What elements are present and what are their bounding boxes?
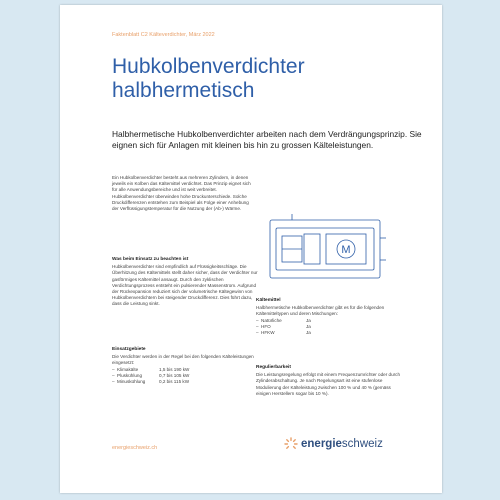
title-line-1: Hubkolbenverdichter [112, 55, 305, 78]
areas-section [112, 347, 258, 385]
areas-heading: Einsatzgebiete [112, 347, 146, 352]
header-note: Faktenblatt C2 Kälteverdichter, März 2022 [112, 32, 215, 38]
list-item: – Natürliche Ja [256, 317, 311, 323]
fact-sheet-page [60, 5, 442, 493]
list-item: – Klimakälte 1,5 bis 190 kW [112, 366, 190, 372]
motor-label: M [341, 244, 351, 256]
title-line-2: halbhermetisch [112, 79, 255, 102]
list-item: – HFKW Ja [256, 330, 311, 336]
brand-logo [284, 437, 383, 451]
refrigerants-heading: Kältemittel [256, 298, 281, 303]
left-column [112, 175, 258, 385]
refrigerants-text: Halbhermetische Hubkolbenverdichter gibt es für die folgenden Kältemitteltypen und deren Mischungen: [256, 305, 385, 317]
control-text: Die Leistungsregelung erfolgt mit einem Frequenzumrichter oder durch Zylinderabschaltung. Je nach Regelungsart ist eine stufenlose Modulierung der Kälteleistung zwischen 100 % und 40 % (gemäss einigen Herstellern sogar bis 10 %). [256, 372, 401, 396]
lead-paragraph: Halbhermetische Hubkolbenverdichter arbeiten nach dem Verdrängungsprinzip. Sie eignen sich für Anlagen mit kleinen bis hin zu grossen Kälteleistungen. [112, 129, 422, 150]
caution-section [112, 257, 258, 308]
list-item: – HFO Ja [256, 323, 311, 329]
compressor-illustration [268, 214, 388, 284]
caution-text: Hubkolbenverdichter sind empfindlich auf Flüssigkeitsschläge. Die Überhitzung des Kältemittels stellt daher sicher, dass der Verdichter nur gasförmiges Kältemittel ansaugt. Durch den zyklischen Verdichtungsprozess entsteht ein pulsierender Massenstrom. Aufgrund der Rückexpansion reduziert sich der volumetrische Kältegewinn von Hubkolbenverdichtern bei steigender Druckdifferenz. Dies führt dazu, dass die Leistung sinkt. [112, 264, 258, 307]
footer-url[interactable]: energieschweiz.ch [112, 445, 158, 451]
sun-icon [284, 437, 298, 451]
refrigerants-section [256, 298, 406, 336]
page-title [112, 55, 412, 103]
areas-list [112, 367, 258, 386]
control-heading: Regulierbarkeit [256, 365, 291, 370]
compressor-icon [268, 214, 388, 284]
intro-paragraph: Ein Hubkolbenverdichter besteht aus mehreren Zylindern, in denen jeweils ein Kolben das Kältemittel verdichtet. Das Prinzip eignet sich für alle Anwendungsbereiche und ist weit verbreitet. Hubkolbenverdichter überwinden hohe Druckunterschiede. Solche Druckdifferenzen entstehen zum Beispiel als Folge einer Anhebung der Verflüssigungstemperatur für die Nutzung der (Ab-) Wärme. [112, 175, 251, 212]
refrigerants-list [256, 318, 406, 337]
caution-heading: Was beim Einsatz zu beachten ist [112, 257, 189, 262]
control-section [256, 365, 406, 397]
brand-wordmark: energieschweiz [301, 438, 383, 450]
areas-text: Die Verdichter werden in der Regel bei den folgenden Kälteleistungen eingesetzt: [112, 354, 254, 366]
list-item: – Pluskühlung 0,7 bis 105 kW [112, 372, 190, 378]
list-item: – Minuskühlung 0,2 bis 115 kW [112, 379, 190, 385]
